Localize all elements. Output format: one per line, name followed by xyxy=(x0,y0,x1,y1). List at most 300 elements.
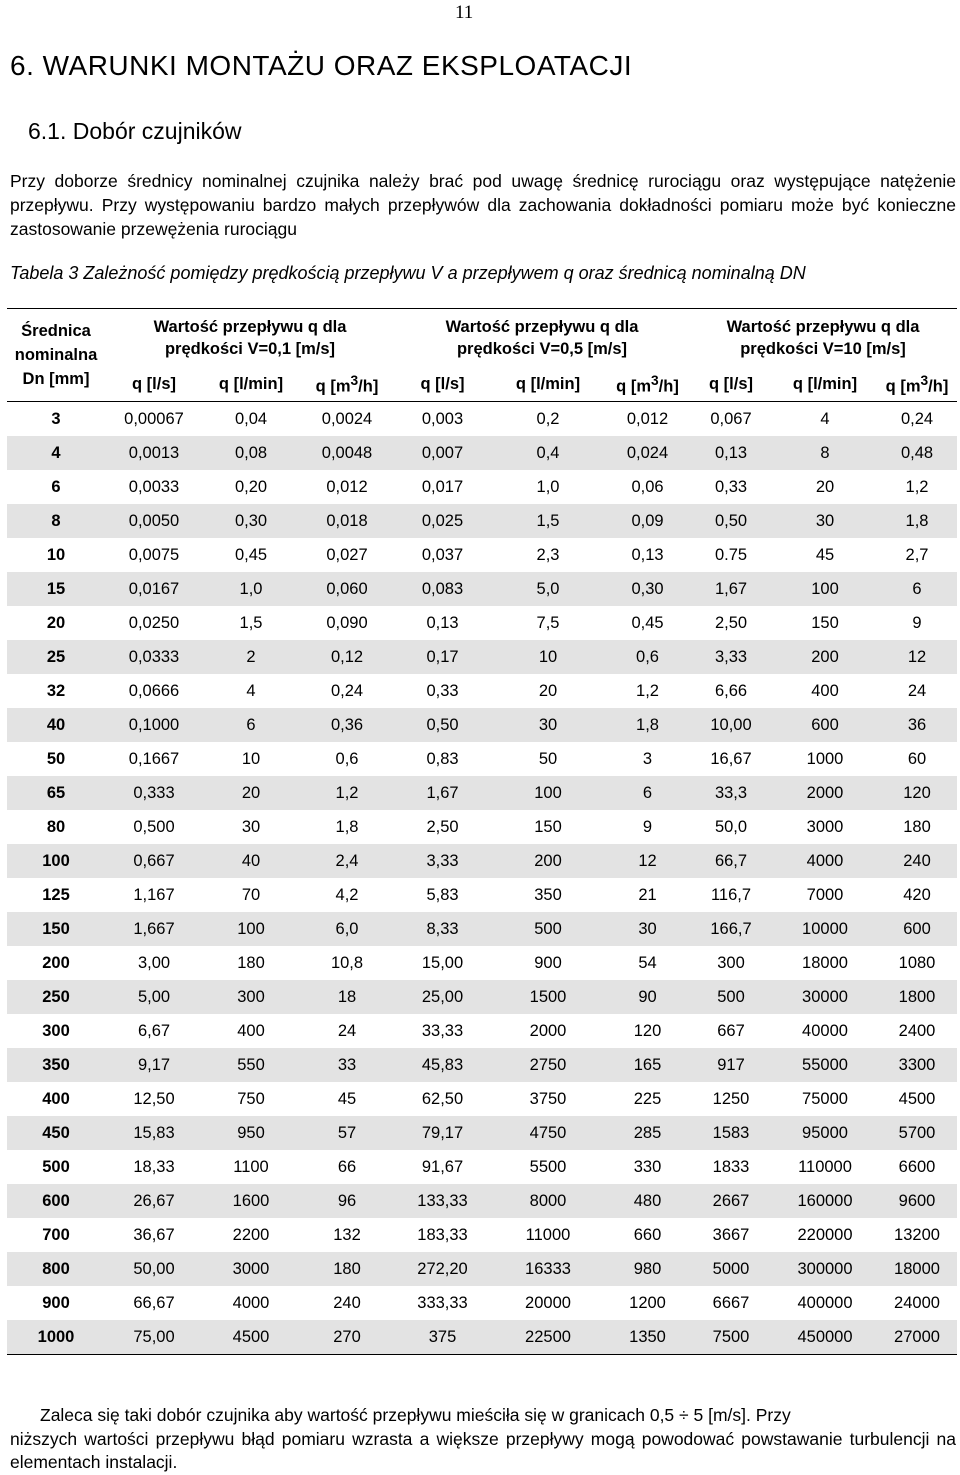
value-cell: 2 xyxy=(246,647,256,666)
table-row xyxy=(7,640,957,674)
dn-cell: 350 xyxy=(42,1055,70,1074)
value-cell: 0,09 xyxy=(631,511,664,530)
value-cell: 2,50 xyxy=(426,817,459,836)
value-cell: 120 xyxy=(903,783,931,802)
value-cell: 4500 xyxy=(232,1327,270,1346)
value-cell: 0,13 xyxy=(631,545,664,564)
value-cell: 0,2 xyxy=(536,409,560,428)
value-cell: 8,33 xyxy=(426,919,459,938)
value-cell: 18 xyxy=(337,987,357,1006)
unit-m3h-sup: 3 xyxy=(920,373,929,389)
value-cell: 300000 xyxy=(797,1259,853,1278)
value-cell: 95000 xyxy=(802,1123,848,1142)
value-cell: 272,20 xyxy=(417,1259,468,1278)
value-cell: 0,017 xyxy=(421,477,464,496)
group-header-line: prędkości V=10 [m/s] xyxy=(740,340,906,358)
value-cell: 4000 xyxy=(806,851,844,870)
value-cell: 4 xyxy=(246,681,256,700)
value-cell: 0,0048 xyxy=(321,443,373,462)
value-cell: 6 xyxy=(912,579,922,598)
value-cell: 0,0075 xyxy=(128,545,180,564)
dn-cell: 20 xyxy=(46,613,66,632)
value-cell: 24 xyxy=(337,1021,357,1040)
value-cell: 500 xyxy=(717,987,745,1006)
value-cell: 180 xyxy=(903,817,931,836)
value-cell: 1000 xyxy=(806,749,844,768)
unit-header-ls: q [l/s] xyxy=(132,375,176,393)
page-number: 11 xyxy=(455,2,474,23)
value-cell: 300 xyxy=(717,953,745,972)
value-cell: 13200 xyxy=(894,1225,940,1244)
value-cell: 66,7 xyxy=(714,851,748,870)
value-cell: 0,037 xyxy=(421,545,464,564)
value-cell: 36,67 xyxy=(133,1225,175,1244)
value-cell: 7500 xyxy=(712,1327,750,1346)
table-row xyxy=(7,1252,957,1286)
value-cell: 0,45 xyxy=(631,613,664,632)
value-cell: 30 xyxy=(638,919,657,938)
value-cell: 2750 xyxy=(529,1055,567,1074)
group-header-line: Wartość przepływu q dla xyxy=(153,318,347,336)
value-cell: 400000 xyxy=(797,1293,853,1312)
value-cell: 0,50 xyxy=(426,715,459,734)
group-header-v01 xyxy=(105,309,395,368)
value-cell: 9600 xyxy=(898,1191,936,1210)
value-cell: 750 xyxy=(237,1089,265,1108)
value-cell: 16,67 xyxy=(710,749,752,768)
value-cell: 900 xyxy=(534,953,562,972)
unit-header-m3h xyxy=(299,367,395,402)
value-cell: 1,8 xyxy=(636,715,659,734)
value-cell: 40000 xyxy=(802,1021,848,1040)
unit-header-lmin: q [l/min] xyxy=(515,375,581,393)
value-cell: 0,667 xyxy=(133,851,175,870)
value-cell: 24000 xyxy=(894,1293,940,1312)
table-row xyxy=(7,1116,957,1150)
value-cell: 0,33 xyxy=(426,681,459,700)
value-cell: 0,090 xyxy=(326,613,368,632)
value-cell: 1,0 xyxy=(239,579,263,598)
table-row xyxy=(7,1286,957,1320)
dn-cell: 40 xyxy=(46,715,66,734)
value-cell: 667 xyxy=(717,1021,745,1040)
dn-cell: 250 xyxy=(42,987,70,1006)
value-cell: 0,4 xyxy=(536,443,560,462)
value-cell: 16333 xyxy=(525,1259,571,1278)
value-cell: 15,83 xyxy=(133,1123,175,1142)
value-cell: 3000 xyxy=(232,1259,270,1278)
group-header-line: Wartość przepływu q dla xyxy=(726,318,920,336)
value-cell: 6,66 xyxy=(714,681,748,700)
unit-header-ls: q [l/s] xyxy=(709,375,753,393)
table-row xyxy=(7,436,957,470)
value-cell: 26,67 xyxy=(133,1191,175,1210)
unit-header-lmin: q [l/min] xyxy=(792,375,858,393)
value-cell: 1800 xyxy=(898,987,936,1006)
value-cell: 30000 xyxy=(802,987,848,1006)
unit-m3h-suffix: /h] xyxy=(658,377,679,396)
table-row xyxy=(7,708,957,742)
unit-m3h-suffix: /h] xyxy=(358,377,379,396)
value-cell: 0,012 xyxy=(626,409,669,428)
group-header-v10 xyxy=(689,309,957,368)
value-cell: 0,0024 xyxy=(321,409,373,428)
dn-cell: 65 xyxy=(46,783,66,802)
value-cell: 0,24 xyxy=(330,681,364,700)
value-cell: 10 xyxy=(538,647,558,666)
value-cell: 0,500 xyxy=(133,817,175,836)
table-row xyxy=(7,402,957,437)
value-cell: 160000 xyxy=(797,1191,853,1210)
dn-cell: 900 xyxy=(42,1293,70,1312)
dn-cell: 200 xyxy=(42,953,70,972)
dn-cell: 6 xyxy=(51,477,61,496)
value-cell: 0,06 xyxy=(631,477,664,496)
value-cell: 1080 xyxy=(898,953,936,972)
value-cell: 0,0167 xyxy=(128,579,180,598)
value-cell: 6600 xyxy=(898,1157,936,1176)
value-cell: 0,30 xyxy=(631,579,664,598)
value-cell: 225 xyxy=(633,1089,662,1108)
value-cell: 21 xyxy=(638,885,657,904)
value-cell: 50,00 xyxy=(133,1259,175,1278)
value-cell: 20 xyxy=(241,783,261,802)
value-cell: 1100 xyxy=(233,1157,269,1176)
footer-paragraph xyxy=(10,1404,956,1475)
dn-cell: 1000 xyxy=(37,1327,75,1346)
table-row xyxy=(7,504,957,538)
value-cell: 45 xyxy=(815,545,835,564)
value-cell: 30 xyxy=(241,817,261,836)
value-cell: 5700 xyxy=(898,1123,936,1142)
value-cell: 3,33 xyxy=(426,851,459,870)
value-cell: 6667 xyxy=(712,1293,750,1312)
dn-cell: 125 xyxy=(42,885,70,904)
value-cell: 5500 xyxy=(529,1157,567,1176)
table-row xyxy=(7,1082,957,1116)
value-cell: 0,0033 xyxy=(128,477,180,496)
unit-m3h-prefix: q [m xyxy=(616,377,651,396)
value-cell: 2000 xyxy=(806,783,844,802)
value-cell: 62,50 xyxy=(421,1089,464,1108)
value-cell: 660 xyxy=(633,1225,662,1244)
table-body xyxy=(7,402,957,1355)
table-row xyxy=(7,980,957,1014)
value-cell: 0,50 xyxy=(714,511,748,530)
intro-paragraph: Przy doborze średnicy nominalnej czujnika należy brać pod uwagę średnicę rurociągu oraz występujące natężenie przepływu. Przy występowaniu bardzo małych przepływów dla zachowania dokładności pomiaru może być konieczne zastosowanie przewężenia rurociągu xyxy=(10,171,956,239)
value-cell: 200 xyxy=(534,851,562,870)
value-cell: 0,0333 xyxy=(128,647,180,666)
value-cell: 40 xyxy=(241,851,261,870)
value-cell: 27000 xyxy=(894,1327,940,1346)
value-cell: 0,083 xyxy=(421,579,464,598)
subsection-heading: 6.1. Dobór czujników xyxy=(28,118,242,144)
value-cell: 2400 xyxy=(898,1021,936,1040)
value-cell: 1,0 xyxy=(536,477,560,496)
group-header-line: prędkości V=0,1 [m/s] xyxy=(164,340,336,358)
table-row xyxy=(7,1014,957,1048)
value-cell: 0,007 xyxy=(421,443,464,462)
value-cell: 180 xyxy=(237,953,265,972)
unit-m3h-suffix: /h] xyxy=(928,377,949,396)
dn-cell: 25 xyxy=(46,647,66,666)
group-header-v05 xyxy=(395,309,689,368)
value-cell: 600 xyxy=(903,919,931,938)
value-cell: 420 xyxy=(903,885,931,904)
value-cell: 1,167 xyxy=(133,885,175,904)
value-cell: 6 xyxy=(246,715,256,734)
flow-table xyxy=(7,308,957,1355)
dn-cell: 400 xyxy=(42,1089,70,1108)
value-cell: 2,7 xyxy=(905,545,929,564)
dn-cell: 3 xyxy=(51,409,61,428)
value-cell: 33 xyxy=(337,1055,357,1074)
value-cell: 0,33 xyxy=(714,477,748,496)
value-cell: 600 xyxy=(811,715,839,734)
value-cell: 90 xyxy=(638,987,657,1006)
value-cell: 980 xyxy=(633,1259,662,1278)
value-cell: 0,060 xyxy=(326,579,368,598)
value-cell: 5000 xyxy=(712,1259,750,1278)
value-cell: 500 xyxy=(534,919,562,938)
dn-cell: 80 xyxy=(46,817,66,836)
value-cell: 1,8 xyxy=(905,511,929,530)
value-cell: 1,67 xyxy=(714,579,748,598)
value-cell: 7,5 xyxy=(536,613,560,632)
value-cell: 200 xyxy=(811,647,839,666)
value-cell: 240 xyxy=(903,851,931,870)
unit-header-lmin: q [l/min] xyxy=(218,375,284,393)
value-cell: 45,83 xyxy=(421,1055,464,1074)
value-cell: 116,7 xyxy=(710,885,752,904)
dn-cell: 800 xyxy=(42,1259,70,1278)
value-cell: 24 xyxy=(907,681,927,700)
value-cell: 1500 xyxy=(529,987,567,1006)
value-cell: 0,0250 xyxy=(128,613,180,632)
value-cell: 11000 xyxy=(525,1225,571,1244)
dn-header-line: Dn [mm] xyxy=(22,370,90,388)
value-cell: 1200 xyxy=(629,1293,666,1312)
value-cell: 400 xyxy=(237,1021,265,1040)
value-cell: 0,1000 xyxy=(128,715,180,734)
value-cell: 4500 xyxy=(898,1089,936,1108)
value-cell: 375 xyxy=(428,1327,457,1346)
value-cell: 0,025 xyxy=(421,511,464,530)
dn-cell: 150 xyxy=(42,919,70,938)
value-cell: 1,5 xyxy=(536,511,560,530)
value-cell: 6 xyxy=(642,783,653,802)
value-cell: 50,0 xyxy=(714,817,748,836)
table-row xyxy=(7,674,957,708)
table-row xyxy=(7,844,957,878)
value-cell: 57 xyxy=(337,1123,357,1142)
value-cell: 30 xyxy=(815,511,835,530)
value-cell: 55000 xyxy=(802,1055,848,1074)
value-cell: 5,83 xyxy=(426,885,459,904)
dn-cell: 32 xyxy=(46,681,66,700)
value-cell: 3,33 xyxy=(714,647,748,666)
value-cell: 0,13 xyxy=(714,443,748,462)
value-cell: 45 xyxy=(337,1089,357,1108)
value-cell: 10000 xyxy=(802,919,848,938)
value-cell: 183,33 xyxy=(417,1225,468,1244)
value-cell: 18000 xyxy=(802,953,848,972)
value-cell: 0,6 xyxy=(335,749,359,768)
value-cell: 1250 xyxy=(712,1089,750,1108)
table-row xyxy=(7,538,957,572)
dn-cell: 50 xyxy=(46,749,66,768)
value-cell: 2,3 xyxy=(536,545,560,564)
table-row xyxy=(7,606,957,640)
dn-cell: 600 xyxy=(42,1191,70,1210)
value-cell: 0,0666 xyxy=(128,681,180,700)
value-cell: 3000 xyxy=(806,817,844,836)
value-cell: 66,67 xyxy=(133,1293,175,1312)
unit-header-ls: q [l/s] xyxy=(420,375,465,393)
value-cell: 0,45 xyxy=(234,545,268,564)
value-cell: 0.75 xyxy=(714,545,748,564)
value-cell: 3667 xyxy=(712,1225,750,1244)
section-heading: 6. WARUNKI MONTAŻU ORAZ EKSPLOATACJI xyxy=(10,50,633,81)
value-cell: 79,17 xyxy=(421,1123,464,1142)
value-cell: 20 xyxy=(815,477,835,496)
value-cell: 0,12 xyxy=(330,647,364,666)
unit-m3h-sup: 3 xyxy=(651,373,659,389)
value-cell: 0,36 xyxy=(330,715,364,734)
value-cell: 400 xyxy=(811,681,839,700)
value-cell: 10,8 xyxy=(330,953,364,972)
value-cell: 15,00 xyxy=(421,953,464,972)
value-cell: 0,48 xyxy=(900,443,934,462)
value-cell: 2000 xyxy=(529,1021,567,1040)
value-cell: 0,17 xyxy=(426,647,459,666)
value-cell: 100 xyxy=(237,919,265,938)
value-cell: 60 xyxy=(907,749,927,768)
value-cell: 350 xyxy=(534,885,562,904)
value-cell: 3750 xyxy=(529,1089,567,1108)
table-row xyxy=(7,1048,957,1082)
dn-cell: 500 xyxy=(42,1157,70,1176)
value-cell: 4000 xyxy=(232,1293,270,1312)
value-cell: 1833 xyxy=(712,1157,750,1176)
value-cell: 150 xyxy=(811,613,839,632)
value-cell: 0,13 xyxy=(426,613,459,632)
value-cell: 5,00 xyxy=(137,987,171,1006)
value-cell: 12 xyxy=(638,851,657,870)
value-cell: 0,0050 xyxy=(128,511,180,530)
value-cell: 1,667 xyxy=(133,919,175,938)
value-cell: 1600 xyxy=(232,1191,270,1210)
dn-cell: 450 xyxy=(42,1123,70,1142)
value-cell: 1,67 xyxy=(426,783,459,802)
value-cell: 0,003 xyxy=(421,409,464,428)
value-cell: 333,33 xyxy=(417,1293,468,1312)
dn-cell: 8 xyxy=(51,511,61,530)
value-cell: 120 xyxy=(633,1021,662,1040)
value-cell: 166,7 xyxy=(710,919,752,938)
dn-cell: 700 xyxy=(42,1225,70,1244)
value-cell: 0,08 xyxy=(234,443,268,462)
group-header-line: prędkości V=0,5 [m/s] xyxy=(456,340,628,358)
table-row xyxy=(7,742,957,776)
unit-m3h-prefix: q [m xyxy=(885,377,921,396)
value-cell: 1583 xyxy=(712,1123,750,1142)
value-cell: 54 xyxy=(638,953,657,972)
value-cell: 2,4 xyxy=(335,851,359,870)
dn-header-line: Średnica xyxy=(21,322,91,340)
value-cell: 18000 xyxy=(894,1259,940,1278)
value-cell: 0,012 xyxy=(326,477,368,496)
value-cell: 4,2 xyxy=(335,885,359,904)
table-caption: Tabela 3 Zależność pomiędzy prędkością przepływu V a przepływem q oraz średnicą nominalną DN xyxy=(10,263,806,283)
unit-m3h-sup: 3 xyxy=(350,373,359,389)
value-cell: 3,00 xyxy=(137,953,171,972)
value-cell: 25,00 xyxy=(421,987,464,1006)
unit-m3h-prefix: q [m xyxy=(315,377,351,396)
value-cell: 10,00 xyxy=(710,715,752,734)
group-header-line: Wartość przepływu q dla xyxy=(445,318,639,336)
value-cell: 75,00 xyxy=(133,1327,175,1346)
table-row xyxy=(7,572,957,606)
value-cell: 12,50 xyxy=(133,1089,175,1108)
value-cell: 330 xyxy=(633,1157,662,1176)
value-cell: 1,2 xyxy=(636,681,659,700)
value-cell: 36 xyxy=(907,715,927,734)
value-cell: 2200 xyxy=(232,1225,270,1244)
value-cell: 0,067 xyxy=(710,409,752,428)
footer-line: niższych wartości przepływu błąd pomiaru wzrasta a większe przepływy mogą powodować powstawanie turbulencji na elementach instalacji. xyxy=(10,1428,956,1472)
value-cell: 550 xyxy=(237,1055,265,1074)
value-cell: 450000 xyxy=(797,1327,853,1346)
table-row xyxy=(7,912,957,946)
value-cell: 75000 xyxy=(802,1089,848,1108)
unit-header-m3h xyxy=(877,367,957,402)
table-row xyxy=(7,1320,957,1355)
value-cell: 3300 xyxy=(898,1055,936,1074)
dn-cell: 100 xyxy=(42,851,70,870)
value-cell: 100 xyxy=(534,783,562,802)
value-cell: 950 xyxy=(237,1123,265,1142)
value-cell: 240 xyxy=(333,1293,361,1312)
value-cell: 9,17 xyxy=(137,1055,171,1074)
value-cell: 270 xyxy=(333,1327,361,1346)
value-cell: 6,67 xyxy=(137,1021,171,1040)
value-cell: 4750 xyxy=(529,1123,567,1142)
value-cell: 300 xyxy=(237,987,265,1006)
dn-cell: 4 xyxy=(51,443,61,462)
value-cell: 3 xyxy=(642,749,653,768)
table-row xyxy=(7,1150,957,1184)
dn-cell: 10 xyxy=(46,545,66,564)
table-row xyxy=(7,946,957,980)
value-cell: 2,50 xyxy=(714,613,748,632)
value-cell: 22500 xyxy=(525,1327,571,1346)
value-cell: 96 xyxy=(337,1191,357,1210)
value-cell: 285 xyxy=(633,1123,662,1142)
value-cell: 0,1667 xyxy=(128,749,180,768)
value-cell: 150 xyxy=(534,817,562,836)
value-cell: 6,0 xyxy=(335,919,359,938)
value-cell: 133,33 xyxy=(417,1191,468,1210)
value-cell: 0,00067 xyxy=(124,409,184,428)
value-cell: 132 xyxy=(333,1225,361,1244)
value-cell: 1,2 xyxy=(905,477,929,496)
value-cell: 7000 xyxy=(806,885,844,904)
value-cell: 1,8 xyxy=(335,817,359,836)
value-cell: 8000 xyxy=(529,1191,567,1210)
value-cell: 165 xyxy=(633,1055,662,1074)
value-cell: 480 xyxy=(633,1191,662,1210)
